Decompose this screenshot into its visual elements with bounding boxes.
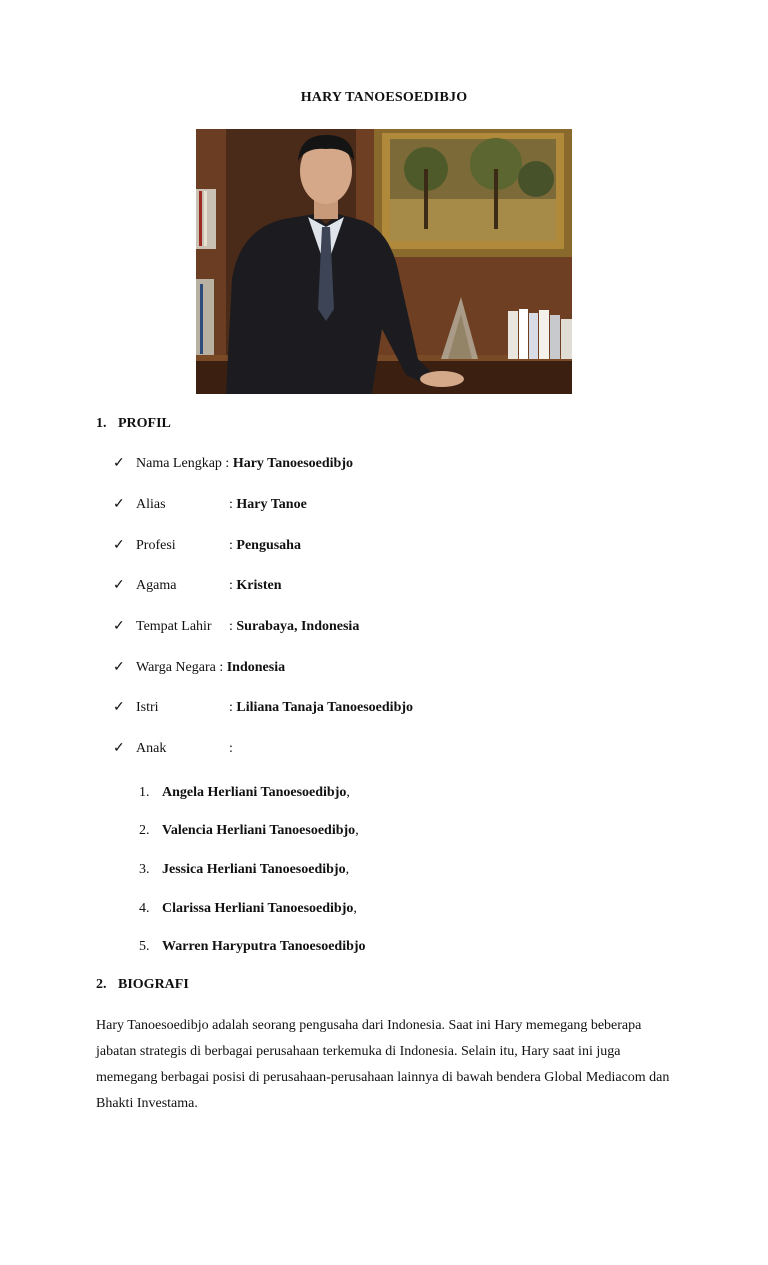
section-heading-biografi (96, 977, 189, 993)
child-suffix: , (353, 901, 357, 916)
profile-separator: : (229, 619, 237, 634)
child-name: Jessica Herliani Tanoesoedibjo (162, 862, 346, 877)
profile-row-alias (113, 495, 307, 515)
child-suffix: , (355, 823, 359, 838)
biography-paragraph: Hary Tanoesoedibjo adalah seorang pengusaha dari Indonesia. Saat ini Hary memegang beberapa jabatan strategis di berbagai perusahaan terkemuka di Indonesia. Selain itu, Hary saat ini juga memegang berbagai posisi di perusahaan-perusahaan lainnya di bawah bendera Global Mediacom dan Bhakti Investama. (96, 1018, 670, 1111)
profile-value: Kristen (236, 578, 282, 593)
child-name: Valencia Herliani Tanoesoedibjo (162, 823, 356, 838)
section-number: 1. (96, 416, 107, 431)
profile-separator: : (229, 741, 233, 756)
profile-separator: : (221, 456, 233, 471)
child-number: 5. (139, 939, 150, 954)
checkmark-icon: ✓ (113, 619, 125, 634)
profile-row-tempat-lahir (113, 617, 359, 637)
profile-label: Tempat Lahir (136, 619, 212, 634)
profile-label: Profesi (136, 538, 176, 553)
profile-label: Alias (136, 497, 166, 512)
child-list-item (139, 821, 359, 841)
child-suffix: , (345, 862, 350, 877)
page-title: HARY TANOESOEDIBJO (300, 90, 468, 105)
profile-label: Nama Lengkap (136, 456, 222, 471)
child-number: 3. (139, 862, 150, 877)
section-title: PROFIL (118, 416, 171, 431)
profile-value: Surabaya, Indonesia (236, 619, 360, 634)
child-suffix: , (346, 785, 350, 800)
profile-row-anak (113, 739, 233, 759)
profile-label: Istri (136, 700, 159, 715)
profile-value: Hary Tanoesoedibjo (232, 456, 354, 471)
profile-row-profesi (113, 536, 301, 556)
portrait-photo (196, 129, 572, 394)
child-name: Clarissa Herliani Tanoesoedibjo (162, 901, 354, 916)
child-name: Angela Herliani Tanoesoedibjo (162, 785, 347, 800)
profile-value: Liliana Tanaja Tanoesoedibjo (236, 700, 414, 715)
profile-value: Pengusaha (236, 538, 301, 553)
section-number: 2. (96, 977, 107, 992)
section-heading-profil (96, 416, 171, 432)
profile-row-nama-lengkap (113, 454, 353, 474)
child-list-item (139, 783, 350, 803)
child-number: 4. (139, 901, 150, 916)
profile-value: Indonesia (226, 660, 286, 675)
profile-label: Warga Negara (136, 660, 216, 675)
child-list-item (139, 899, 357, 919)
child-list-item (139, 937, 366, 957)
profile-separator: : (229, 578, 237, 593)
child-name: Warren Haryputra Tanoesoedibjo (162, 939, 366, 954)
checkmark-icon: ✓ (113, 700, 125, 715)
checkmark-icon: ✓ (113, 456, 125, 471)
profile-row-agama (113, 576, 282, 596)
child-number: 2. (139, 823, 150, 838)
profile-separator: : (215, 660, 227, 675)
checkmark-icon: ✓ (113, 660, 125, 675)
child-list-item (139, 860, 349, 880)
checkmark-icon: ✓ (113, 497, 125, 512)
checkmark-icon: ✓ (113, 741, 125, 756)
checkmark-icon: ✓ (113, 578, 125, 593)
profile-separator: : (229, 538, 237, 553)
profile-label: Anak (136, 741, 167, 756)
checkmark-icon: ✓ (113, 538, 125, 553)
profile-value: Hary Tanoe (236, 497, 307, 512)
profile-separator: : (229, 497, 237, 512)
profile-row-istri (113, 698, 413, 718)
child-number: 1. (139, 785, 150, 800)
profile-separator: : (229, 700, 237, 715)
profile-label: Agama (136, 578, 177, 593)
section-title: BIOGRAFI (118, 977, 189, 992)
profile-row-warga-negara (113, 658, 285, 678)
